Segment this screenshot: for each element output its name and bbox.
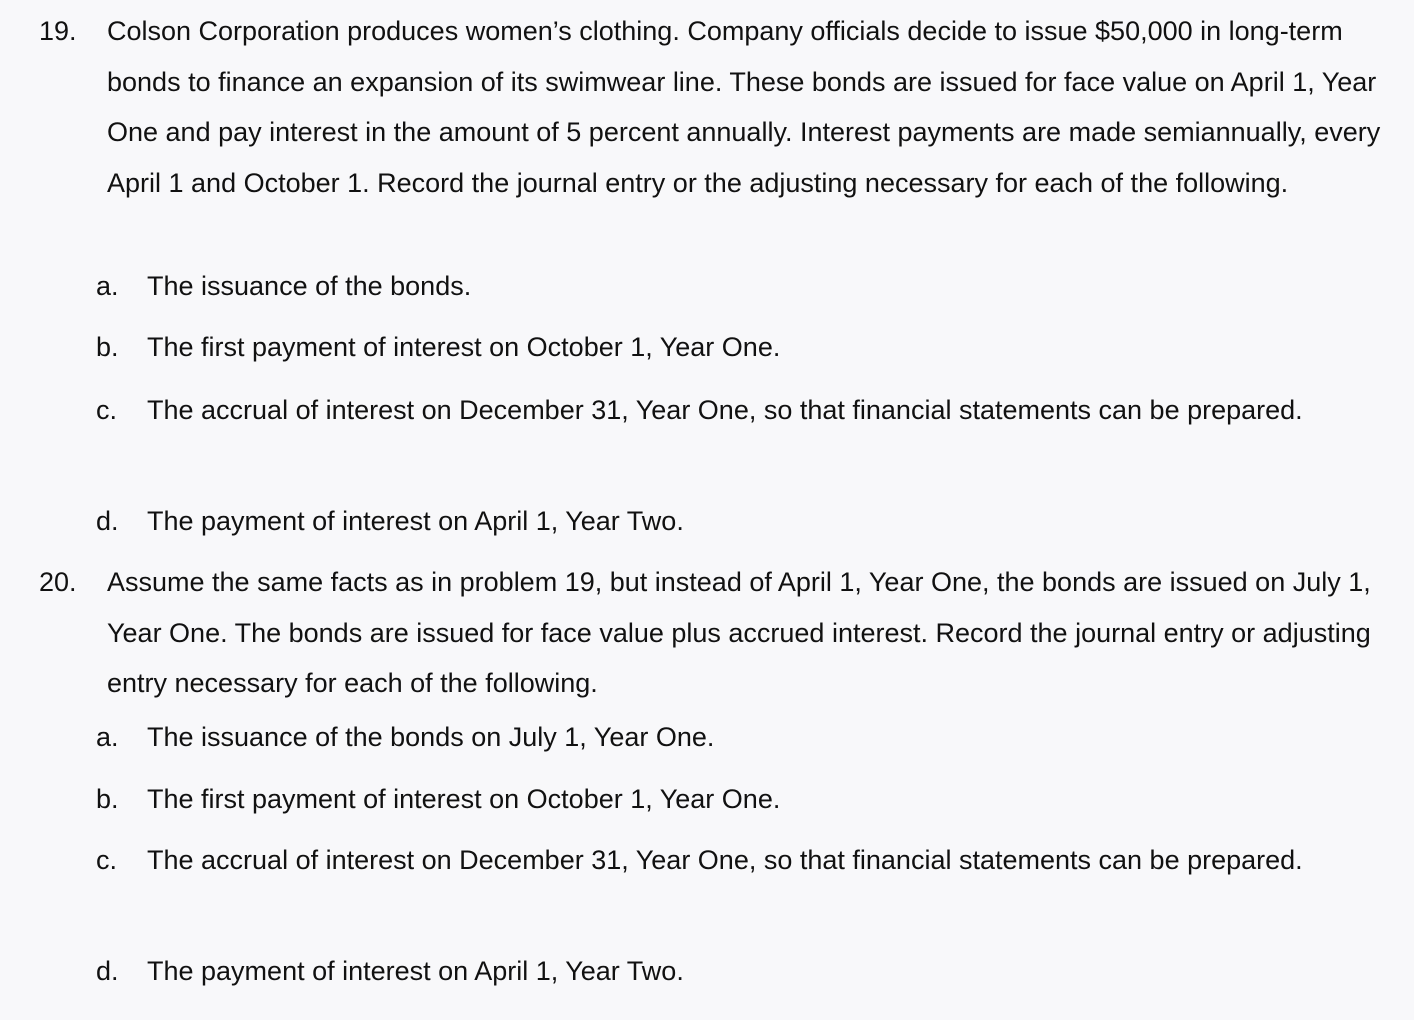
item-letter: c. (96, 845, 118, 875)
item-letter: a. (96, 722, 119, 752)
item-letter: d. (96, 506, 119, 536)
item-letter: c. (96, 395, 118, 425)
item-letter: b. (96, 784, 119, 814)
problem-text: Colson Corporation produces women’s clothing. Company officials decide to issue $50,000 in long-term bonds to finance an expansion of its swimwear line. These bonds are issued for face value on April 1, Year One and pay interest in the amount of 5 percent annually. Interest payments are made semiannually, every April 1 and October 1. Record the journal entry or the adjusting necessary for each of the following. (107, 16, 1381, 198)
item-letter: b. (96, 332, 119, 362)
item-text: The accrual of interest on December 31, Year One, so that financial statements can be prepared. (147, 845, 1303, 875)
item-text: The issuance of the bonds on July 1, Year One. (147, 722, 715, 752)
item-text: The first payment of interest on October 1, Year One. (147, 332, 781, 362)
problem-text: Assume the same facts as in problem 19, but instead of April 1, Year One, the bonds are issued on July 1, Year One. The bonds are issued for face value plus accrued interest. Record the journal entry or adjusting entry necessary for each of the following. (107, 567, 1371, 698)
item-letter: a. (96, 271, 119, 301)
item-text: The payment of interest on April 1, Year Two. (147, 956, 684, 986)
item-text: The issuance of the bonds. (147, 271, 472, 301)
problem-number: 20. (39, 567, 77, 597)
item-text: The accrual of interest on December 31, Year One, so that financial statements can be prepared. (147, 395, 1303, 425)
item-text: The first payment of interest on October 1, Year One. (147, 784, 781, 814)
item-text: The payment of interest on April 1, Year Two. (147, 506, 684, 536)
item-letter: d. (96, 956, 119, 986)
problem-number: 19. (39, 16, 77, 46)
